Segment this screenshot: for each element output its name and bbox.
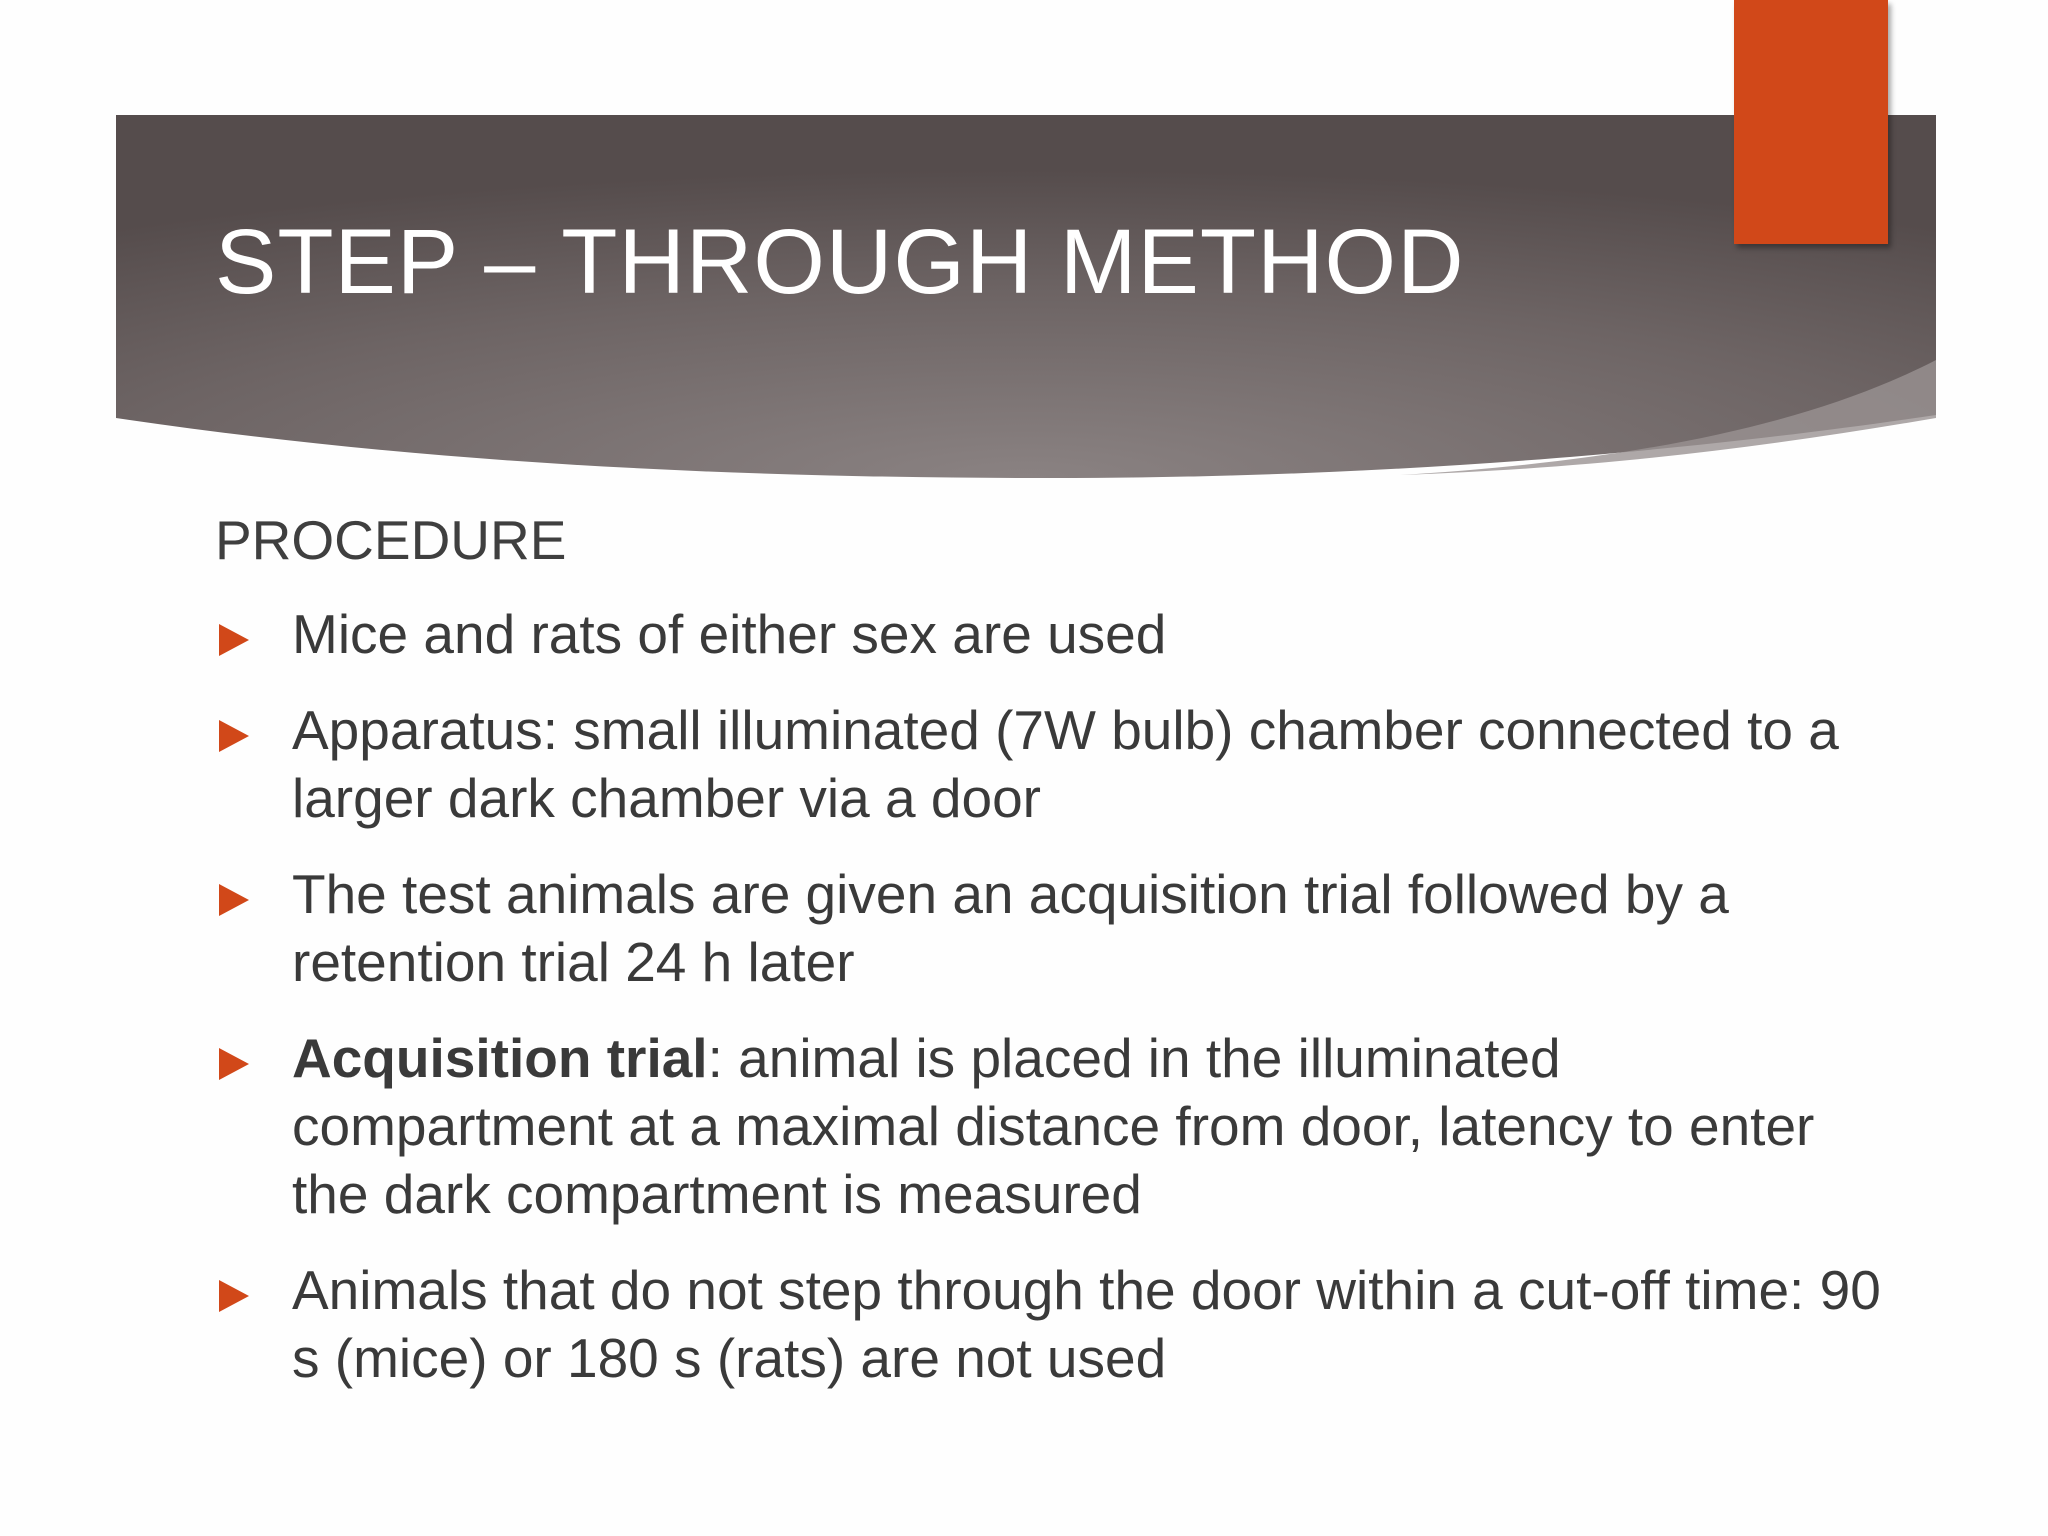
bullet-text: Mice and rats of either sex are used [292,603,1167,665]
triangle-right-icon [219,1048,249,1080]
bullet-list [215,600,1895,1420]
slide-title: STEP – THROUGH METHOD [215,211,1465,313]
triangle-right-icon [219,720,249,752]
bullet-item [215,600,1895,668]
bullet-text: : animal is placed in the illuminated compartment at a maximal distance from door, latency to enter the dark compartment is measured [292,1027,1815,1225]
triangle-right-icon [219,624,249,656]
bullet-text: The test animals are given an acquisition trial followed by a retention trial 24 h later [292,863,1729,993]
bullet-item [215,1024,1895,1228]
triangle-right-icon [219,884,249,916]
bullet-item [215,696,1895,832]
accent-tab [1734,0,1888,244]
bullet-text: Apparatus: small illuminated (7W bulb) chamber connected to a larger dark chamber via a door [292,699,1839,829]
bullet-item [215,1256,1895,1392]
triangle-right-icon [219,1280,249,1312]
bullet-item [215,860,1895,996]
section-heading: PROCEDURE [215,509,567,571]
bullet-bold-term: Acquisition trial [292,1027,708,1089]
bullet-text: Animals that do not step through the door within a cut-off time: 90 s (mice) or 180 s (rats) are not used [292,1259,1881,1389]
